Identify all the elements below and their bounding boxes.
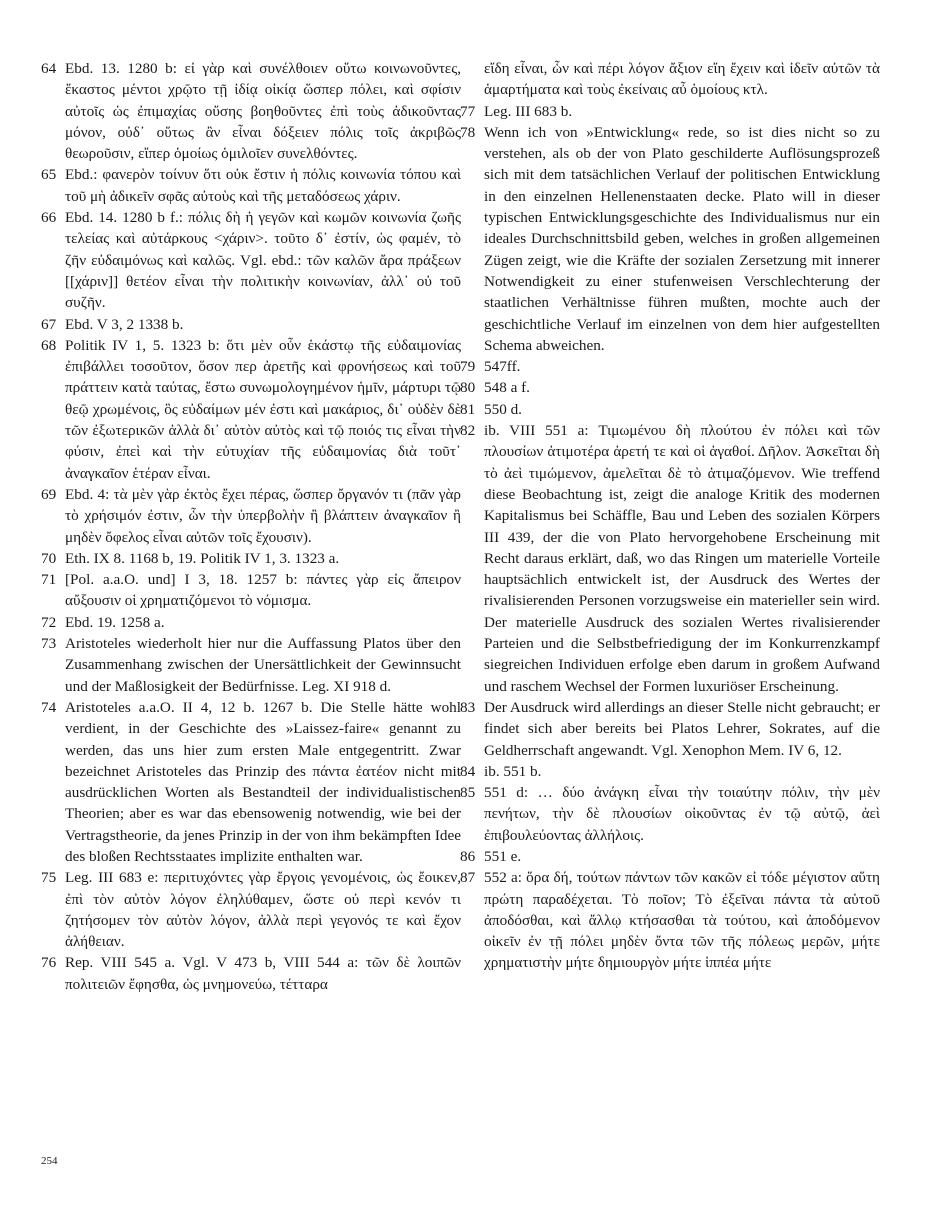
- footnote-number: 82: [460, 422, 476, 440]
- footnote-number: 65: [41, 166, 57, 184]
- footnote-text: Ebd. 19. 1258 a.: [65, 613, 165, 631]
- footnote-number: 71: [41, 571, 57, 589]
- footnote-number: 64: [41, 60, 57, 77]
- footnote-75: [41, 867, 461, 952]
- footnote-text: Politik IV 1, 5. 1323 b: ὅτι μὲν οὖν ἑκάστῳ τῆς εὐδαιμονίας ἐπιβάλλει τοσοῦτον, ὅσον περ ἀρετῆς καὶ φρονήσεως καὶ τοῦ πράττειν κατὰ ταύτας, ἔστω συνωμολογημένον ἡμῖν, μάρτυρι τῷ θεῷ χρωμένοις, ὃς εὐδαίμων μέν ἐστι καὶ μακάριος, δι᾽ οὐδὲν δὲ τῶν ἐξωτερικῶν ἀλλὰ δι᾽ αὐτὸν αὐτὸς καὶ τῷ ποιός τις εἶναι τὴν φύσιν, ἐπεὶ καὶ τὴν εὐτυχίαν τῆς εὐδαιμονίας διὰ τοῦτ᾽ ἀναγκαῖον ἑτέραν εἶναι.: [65, 336, 461, 482]
- footnote-66: [41, 207, 461, 313]
- footnote-text: Ebd. 14. 1280 b f.: πόλις δὴ ἡ γεγῶν καὶ κωμῶν κοινωνία ζωῆς τελείας καὶ αὐτάρκους <χάριν>. τοῦτο δ᾽ ἐστίν, ὡς φαμέν, τὸ ζῆν εὐδαιμόνως καὶ καλῶς. Vgl. ebd.: τῶν καλῶν ἄρα πράξεων [[χάριν]] θετέον εἶναι τὴν πολιτικὴν κοινωνίαν, ἀλλ᾽ οὐ τοῦ συζῆν.: [65, 209, 461, 312]
- footnote-81: [460, 399, 880, 420]
- footnote-71: [41, 569, 461, 612]
- footnote-79: [460, 356, 880, 377]
- footnote-number: 87: [460, 869, 476, 887]
- footnote-85: [460, 782, 880, 846]
- footnote-86: [460, 846, 880, 867]
- footnote-number: 83: [460, 698, 476, 716]
- footnote-number: 81: [460, 400, 476, 418]
- left-column: [41, 58, 461, 995]
- footnote-72: [41, 612, 461, 633]
- footnote-number: 72: [41, 613, 57, 631]
- footnote-76: [41, 952, 461, 995]
- footnote-number: 80: [460, 379, 476, 397]
- footnote-64: [41, 58, 461, 164]
- footnote-74: [41, 697, 461, 867]
- footnote-80: [460, 377, 880, 398]
- footnote-82: [460, 420, 880, 697]
- right-column: [460, 58, 880, 974]
- footnote-65: [41, 164, 461, 207]
- footnote-number: 74: [41, 698, 57, 716]
- footnote-77: [460, 101, 880, 122]
- footnote-number: 69: [41, 485, 57, 503]
- footnote-text: 550 d.: [484, 400, 522, 418]
- footnote-number: 73: [41, 635, 57, 653]
- footnote-number: 70: [41, 549, 57, 567]
- footnote-text: Ebd. 13. 1280 b: εἰ γὰρ καὶ συνέλθοιεν οὕτω κοινωνοῦντες, ἕκαστος μέντοι χρῷτο τῇ ἰδίᾳ οἰκίᾳ ὥσπερ πόλει, καὶ σφίσιν αὐτοῖς ὡς ἐπιμαχίας οὔσης βοηθοῦντες ἐπὶ τοὺς ἀδικοῦντας μόνον, οὐδ᾽ οὕτως ἂν εἶναι δόξειεν πόλις τοῖς ἀκριβῶς θεωροῦσιν, εἴπερ ὁμοίως ὁμιλοῖεν συνελθόντες.: [65, 60, 461, 163]
- footnote-73: [41, 633, 461, 697]
- footnote-number: 66: [41, 209, 57, 227]
- footnote-number: 75: [41, 869, 57, 887]
- footnote-text: Rep. VIII 545 a. Vgl. V 473 b, VIII 544 a: τῶν δὲ λοιπῶν πολιτειῶν ἔφησθα, ὡς μνημονεύω, τέτταρα: [65, 954, 461, 993]
- footnote-text: 551 d: … δύο ἀνάγκη εἶναι τὴν τοιαύτην πόλιν, τὴν μὲν πενήτων, τὴν δὲ πλουσίων οἰκοῦντας ἐν τῷ αὐτῷ, ἀεὶ ἐπιβουλεύοντας ἀλλήλοις.: [484, 784, 880, 844]
- footnote-69: [41, 484, 461, 548]
- footnote-84: [460, 761, 880, 782]
- footnote-text: Aristoteles a.a.O. II 4, 12 b. 1267 b. Die Stelle hätte wohl verdient, in der Geschichte des »Laissez-faire« genannt zu werden, das uns hier zum ersten Male entgegentritt. Zwar bezeichnet Aristoteles das Prinzip des πάντα ἐατέον nicht mit ausdrücklichen Worten als Bestandteil der individualistischen Theorien; aber es war das ebensowenig notwendig, wie bei der Vertragstheorie, da jenes Prinzip in der von ihm bekämpften Idee des bloßen Rechtsstaates implizite enthalten war.: [65, 698, 461, 865]
- page-number: 254: [41, 1155, 58, 1167]
- footnote-number: 85: [460, 784, 476, 802]
- footnote-67: [41, 314, 461, 335]
- footnote-text: Der Ausdruck wird allerdings an dieser Stelle nicht gebraucht; er findet sich aber bereits bei Platos Lehrer, Sokrates, auf die Geldherrschaft angewandt. Vgl. Xenophon Mem. IV 6, 12.: [484, 698, 880, 759]
- footnote-number: 86: [460, 847, 476, 865]
- footnote-text: Aristoteles wiederholt hier nur die Auffassung Platos über den Zusammenhang zwischen der Unersättlichkeit der Gewinnsucht und der Maßlosigkeit der Bedürfnisse. Leg. XI 918 d.: [65, 635, 461, 695]
- footnote-70: [41, 548, 461, 569]
- footnote-68: [41, 335, 461, 484]
- footnote-text: Leg. III 683 b.: [484, 102, 573, 120]
- footnote-number: 77: [460, 102, 476, 120]
- footnote-78: [460, 122, 880, 356]
- footnote-text: Leg. III 683 e: περιτυχόντες γὰρ ἔργοις γενομένοις, ὡς ἔοικεν, ἐπὶ τὸν αὐτὸν λόγον ἐληλύθαμεν, ὥστε οὐ περὶ κενόν τι ζητήσομεν τὸν αὐτὸν λόγον, ἀλλὰ περὶ γεγονός τε καὶ ἔχον ἀλήθειαν.: [65, 869, 461, 951]
- footnote-text: Ebd.: φανερὸν τοίνυν ὅτι οὐκ ἔστιν ἡ πόλις κοινωνία τόπου καὶ τοῦ μὴ ἀδικεῖν σφᾶς αὐτοὺς καὶ τῆς μεταδόσεως χάριν.: [65, 166, 461, 205]
- footnote-text: [Pol. a.a.O. und] I 3, 18. 1257 b: πάντες γὰρ εἰς ἄπειρον αὔξουσιν οἱ χρηματιζόμενοι τὸ νόμισμα.: [65, 571, 461, 610]
- footnote-76-continuation: εἴδη εἶναι, ὧν καὶ πέρι λόγον ἄξιον εἴη ἔχειν καὶ ἰδεῖν αὐτῶν τὰ ἁμαρτήματα καὶ τοὺς ἐκείναις αὖ ὁμοίους κτλ.: [484, 60, 880, 99]
- footnote-text: Wenn ich von »Entwicklung« rede, so ist dies nicht so zu verstehen, als ob der von Plato geschilderte Auflösungsprozeß sich mit dem tatsächlichen Verlauf der politischen Entwicklung in den einzelnen Hellenenstaaten decke. Plato will in dieser typischen Entwicklungsgeschichte des Individualismus nur ein ideales Durchschnittsbild geben, welches in großen allgemeinen Zügen zeigt, wie die Kräfte der sozialen Zersetzung mit innerer Notwendigkeit zu einer stufenweisen Verschlechterung der staatlichen Verhältnisse führen mußten, mochte auch der geschichtliche Verlauf im einzelnen von dem hier aufgestellten Schema abweichen.: [484, 123, 880, 354]
- footnote-number: 84: [460, 762, 476, 780]
- footnote-text: Ebd. 4: τὰ μὲν γὰρ ἐκτὸς ἔχει πέρας, ὥσπερ ὄργανόν τι (πᾶν γὰρ τὸ χρήσιμόν ἐστιν, ὧν τὴν ὑπερβολὴν ἢ βλάπτειν ἀναγκαῖον ἢ μηδὲν ὄφελος εἶναι αὐτῶν τοῖς ἔχουσιν).: [65, 485, 461, 546]
- footnote-text: ib. 551 b.: [484, 762, 542, 780]
- footnote-87: [460, 867, 880, 973]
- footnote-number: 67: [41, 315, 57, 333]
- footnote-number: 79: [460, 358, 476, 376]
- footnote-text: Eth. IX 8. 1168 b, 19. Politik IV 1, 3. 1323 a.: [65, 549, 340, 567]
- footnote-83: [460, 697, 880, 761]
- footnote-text: 547ff.: [484, 358, 521, 376]
- footnote-number: 78: [460, 123, 476, 141]
- footnote-text: 551 e.: [484, 847, 522, 865]
- footnote-text: 552 a: ὅρα δή, τούτων πάντων τῶν κακῶν εἰ τόδε μέγιστον αὕτη πρώτη παραδέχεται. Τὸ ποῖον; Τὸ ἐξεῖναι πάντα τὰ αὑτοῦ ἀποδόσθαι, καὶ ἄλλῳ κτήσασθαι τὰ τούτου, καὶ ἀποδόμενον οἰκεῖν ἐν τῇ πόλει μηδὲν ὄντα τῶν τῆς πόλεως μερῶν, μήτε χρηματιστὴν μήτε δημιουργὸν μήτε ἱππέα μήτε: [484, 869, 880, 972]
- footnote-number: 68: [41, 336, 57, 354]
- footnote-text: 548 a f.: [484, 379, 530, 397]
- footnote-text: Ebd. V 3, 2 1338 b.: [65, 315, 184, 333]
- footnote-text: ib. VIII 551 a: Τιμωμένου δὴ πλούτου ἐν πόλει καὶ τῶν πλουσίων ἀτιμοτέρα ἀρετή τε καὶ οἱ ἀγαθοί. Δῆλον. Ἀσκεῖται δὴ τὸ ἀεὶ τιμώμενον, ἀμελεῖται δὲ τὸ ἀτιμαζόμενον. Wie treffend diese Beobachtung ist, zeigt die analoge Kritik des modernen Kapitalismus bei Schäffle, Bau und Leben des sozialen Körpers III 439, der die von Plato hervorgehobene Erscheinung mit Recht daraus erklärt, daß, wo das Ringen um materielle Vorteile hauptsächlich entwickelt ist, der Ausdruck des Wertes der rivalisierenden Personen vorzugsweise ein materieller sein wird. Der materielle Ausdruck des sozialen Wertes rivalisierender Parteien und die Selbstbefriedigung der im Konkurrenzkampf siegreichen Individuen erfolge eben darum in großem Aufwand und raschem Wechsel der Formen luxuriöser Erscheinung.: [484, 422, 880, 695]
- footnote-number: 76: [41, 954, 57, 972]
